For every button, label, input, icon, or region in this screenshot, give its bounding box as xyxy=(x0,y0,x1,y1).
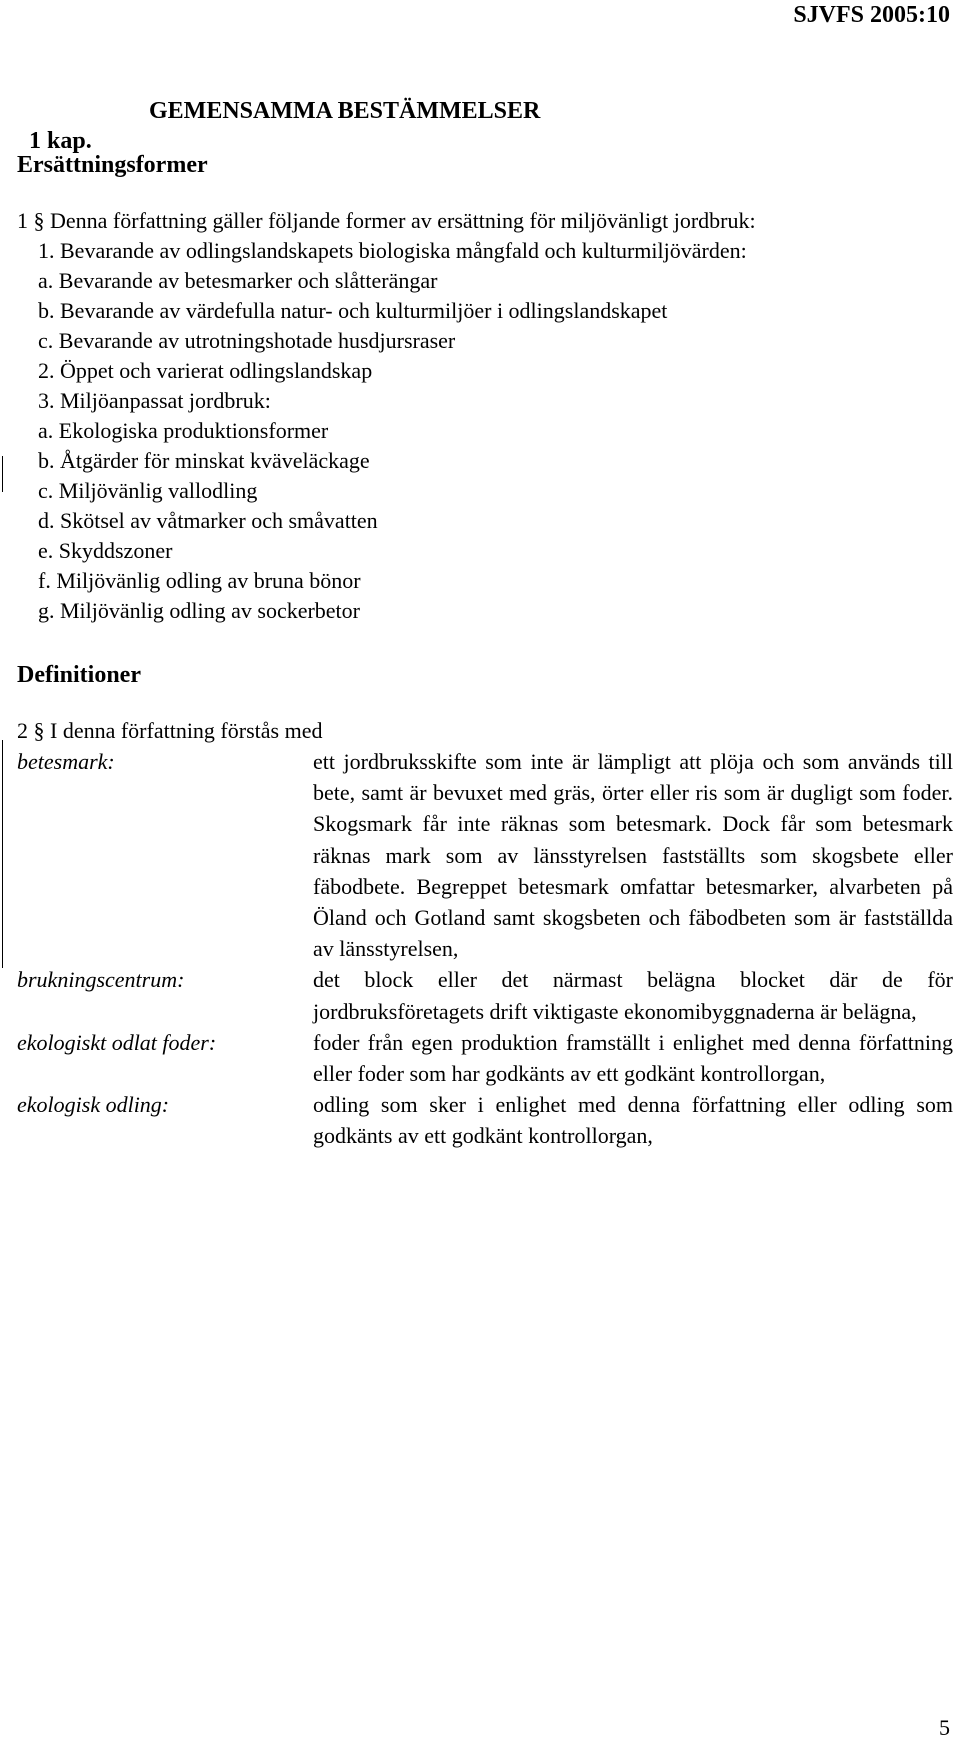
list-item: d. Skötsel av våtmarker och småvatten xyxy=(38,508,378,533)
list-item: b. Åtgärder för minskat kväveläckage xyxy=(38,448,370,473)
list-item: 2. Öppet och varierat odlingslandskap xyxy=(38,358,373,383)
definition-entry xyxy=(17,1089,957,1151)
chapter-title: GEMENSAMMA BESTÄMMELSER xyxy=(149,98,541,124)
definition-term: brukningscentrum: xyxy=(17,967,185,993)
definition-text: foder från egen produktion framställt i enlighet med denna författning eller foder som har godkänts av ett godkänt kontrollorgan, xyxy=(313,1029,953,1087)
page-number: 5 xyxy=(939,1715,950,1740)
list-item: b. Bevarande av värdefulla natur- och kulturmiljöer i odlingslandskapet xyxy=(38,298,668,323)
definition-text: det block eller det närmast belägna blocket där de för jordbruksföretagets drift viktigaste ekonomibyggnaderna är belägna, xyxy=(313,967,953,1024)
definition-entry xyxy=(17,1027,957,1089)
definition-list xyxy=(17,746,957,1152)
document-reference: SJVFS 2005:10 xyxy=(793,2,950,28)
definition-text: ett jordbruksskifte som inte är lämpligt att plöja och som används till bete, samt är bevuxet med gräs, örter eller ris som är dugligt som foder. Skogsmark får inte räknas som betesmark. Dock får som betesmark räknas mark som av länsstyrelsen fastställts som skogsbete eller fäbodbete. Begreppet betesmark omfattar betesmarker, alvarbeten på Öland och Gotland samt skogsbeten och fäbodbeten som är fastställda av länsstyrelsen, xyxy=(313,749,953,962)
list-item: g. Miljövänlig odling av sockerbetor xyxy=(38,598,360,623)
list-item: e. Skyddszoner xyxy=(38,538,173,563)
list-item: 1. Bevarande av odlingslandskapets biologiska mångfald och kulturmiljövärden: xyxy=(38,238,747,263)
definition-entry xyxy=(17,746,957,964)
change-bar xyxy=(2,456,3,492)
definition-entry xyxy=(17,964,957,1026)
paragraph-1-intro: 1 § Denna författning gäller följande former av ersättning för miljövänligt jordbruk: xyxy=(17,208,756,233)
section-heading-ersattningsformer: Ersättningsformer xyxy=(17,152,208,178)
list-item: c. Bevarande av utrotningshotade husdjursraser xyxy=(38,328,456,353)
change-bar xyxy=(2,740,3,968)
definition-text: odling som sker i enlighet med denna författning eller odling som godkänts av ett godkänt kontrollorgan, xyxy=(313,1092,953,1149)
list-item: a. Bevarande av betesmarker och slåtterängar xyxy=(38,268,438,293)
list-item: 3. Miljöanpassat jordbruk: xyxy=(38,388,271,413)
list-item: a. Ekologiska produktionsformer xyxy=(38,418,329,443)
definition-term: ekologiskt odlat foder: xyxy=(17,1029,217,1055)
list-item: f. Miljövänlig odling av bruna bönor xyxy=(38,568,361,593)
definition-term: ekologisk odling: xyxy=(17,1092,170,1118)
list-item: c. Miljövänlig vallodling xyxy=(38,478,258,503)
chapter-number: 1 kap. xyxy=(29,128,92,154)
paragraph-2-intro: 2 § I denna författning förstås med xyxy=(17,718,323,743)
section-heading-definitioner: Definitioner xyxy=(17,662,141,688)
definition-term: betesmark: xyxy=(17,749,115,774)
